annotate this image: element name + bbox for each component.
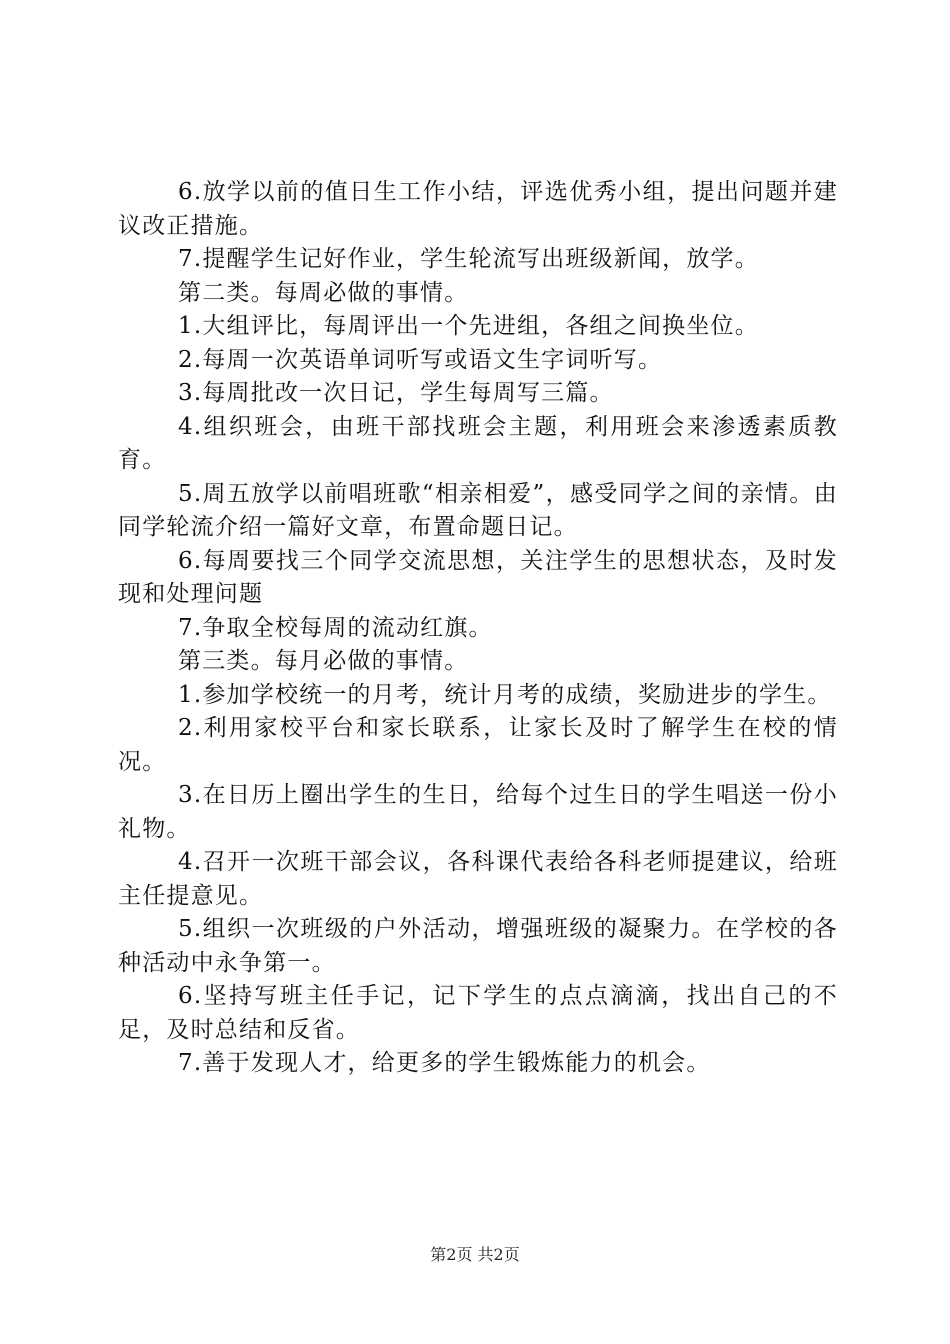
- document-body: [118, 176, 838, 1081]
- paragraph: 4.组织班会，由班干部找班会主题，利用班会来渗透素质教育。: [118, 413, 838, 473]
- paragraph: 6.坚持写班主任手记，记下学生的点点滴滴，找出自己的不足，及时总结和反省。: [118, 983, 838, 1043]
- paragraph: 2.利用家校平台和家长联系，让家长及时了解学生在校的情况。: [118, 715, 838, 775]
- paragraph: 7.提醒学生记好作业，学生轮流写出班级新闻，放学。: [178, 246, 759, 272]
- section-heading: 第二类。每周必做的事情。: [178, 279, 469, 306]
- paragraph: 5.周五放学以前唱班歌“相亲相爱”，感受同学之间的亲情。由同学轮流介绍一篇好文章，布置命题日记。: [118, 480, 838, 540]
- paragraph: 6.放学以前的值日生工作小结，评选优秀小组，提出问题并建议改正措施。: [118, 179, 838, 239]
- paragraph: 7.善于发现人才，给更多的学生锻炼能力的机会。: [178, 1050, 711, 1076]
- paragraph: 7.争取全校每周的流动红旗。: [178, 614, 493, 641]
- paragraph: 3.每周批改一次日记，学生每周写三篇。: [178, 380, 614, 406]
- paragraph: 5.组织一次班级的户外活动，增强班级的凝聚力。在学校的各种活动中永争第一。: [118, 916, 838, 976]
- page-number-footer: 第2页 共2页: [430, 1245, 520, 1264]
- paragraph: 1.大组评比，每周评出一个先进组，各组之间换坐位。: [178, 313, 759, 339]
- paragraph: 1.参加学校统一的月考，统计月考的成绩，奖励进步的学生。: [178, 681, 832, 708]
- paragraph: 6.每周要找三个同学交流思想，关注学生的思想状态，及时发现和处理问题: [118, 547, 838, 607]
- paragraph: 4.召开一次班干部会议，各科课代表给各科老师提建议，给班主任提意见。: [118, 849, 838, 909]
- section-heading: 第三类。每月必做的事情。: [178, 648, 469, 674]
- paragraph: 3.在日历上圈出学生的生日，给每个过生日的学生唱送一份小礼物。: [118, 782, 838, 842]
- paragraph: 2.每周一次英语单词听写或语文生字词听写。: [178, 346, 663, 373]
